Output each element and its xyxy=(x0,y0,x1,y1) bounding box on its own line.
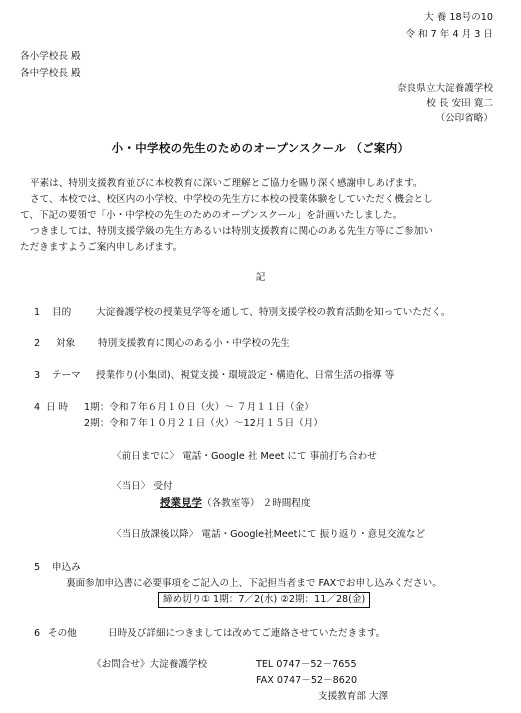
document-title: 小・中学校の先生のためのオープンスクール （ご案内） xyxy=(111,141,410,155)
purpose-text: 大淀養護学校の授業見学等を通して、特別支援学校の教育活動を知っていただく。 xyxy=(96,307,451,318)
apply-text: 裏面参加申込書に必要事項をご記入の上、下記担当者まで FAXでお申し込みください。 xyxy=(66,578,442,589)
recipient-elementary: 各小学校長 殿 xyxy=(20,51,81,62)
document-date: 令 和 7 年 4 月 3 日 xyxy=(405,29,493,40)
contact-fax: FAX 0747－52－8620 xyxy=(256,675,358,686)
deadline-box: 締め切り① 1期：7／2(水) ②2期：11／28(金) xyxy=(158,592,370,608)
apply-number: 5 xyxy=(34,562,41,573)
period-1: 1期：令和７年６月１０日（火）～ ７月１１日（金） xyxy=(84,402,314,413)
target-label: 対象 xyxy=(56,338,76,349)
target-text: 特別支援教育に関心のある小・中学校の先生 xyxy=(98,338,290,349)
contact-person: 支援教育部 大澤 xyxy=(318,691,389,702)
after-school-step: 〈当日放課後以降〉 電話・Google社Meetにて 振り返り・意見交流など xyxy=(112,529,426,540)
contact-tel: TEL 0747－52－7655 xyxy=(256,659,357,670)
body-paragraph-1: 平素は、特別支援教育並びに本校教育に深いご理解とご協力を賜り深く感謝申しあげます。 xyxy=(30,178,423,189)
on-day-label: 〈当日〉 受付 xyxy=(112,481,173,492)
body-paragraph-2a: さて、本校では、校区内の小学校、中学校の先生方に本校の授業体験をしていただく機会とし xyxy=(30,194,433,205)
ki-heading: 記 xyxy=(255,272,266,283)
class-observation-text: 授業見学 xyxy=(160,497,202,509)
body-paragraph-2b: て、下記の要領で「小・中学校の先生のためのオープンスクール」を計画いたしました。 xyxy=(20,210,403,221)
other-number: 6 xyxy=(34,628,41,639)
before-day-step: 〈前日までに〉 電話・Google 社 Meet にて 事前打ち合わせ xyxy=(112,451,377,462)
purpose-number: 1 xyxy=(34,307,41,318)
period-2: 2期：令和７年１０月２１日（火）～12月１５日（月） xyxy=(84,418,323,429)
body-paragraph-3a: つきましては、特別支援学級の先生方あるいは特別支援教育に関心のある先生方等にご参加い xyxy=(30,226,433,237)
theme-label: テーマ xyxy=(52,370,81,381)
theme-text: 授業作り(小集団)、視覚支援・環境設定・構造化、日常生活の指導 等 xyxy=(96,370,395,381)
other-text: 日時及び詳細につきましては改めてご連絡させていただきます。 xyxy=(108,628,386,639)
on-day-step xyxy=(160,497,311,510)
body-paragraph-3b: ただきますようご案内申しあげます。 xyxy=(20,242,183,253)
document-number: 大 養 18号の10 xyxy=(424,12,493,23)
contact-label: 《お問合せ》大淀養護学校 xyxy=(92,659,208,670)
theme-number: 3 xyxy=(34,370,41,381)
apply-label: 申込み xyxy=(52,562,81,573)
seal-omitted-note: （公印省略） xyxy=(435,113,493,124)
datetime-label: 日 時 xyxy=(46,402,69,413)
purpose-label: 目的 xyxy=(52,307,72,318)
other-label: その他 xyxy=(48,628,77,639)
on-day-duration: （各教室等） ２時間程度 xyxy=(202,498,311,509)
sender-principal: 校 長 安田 寛二 xyxy=(426,98,493,109)
target-number: 2 xyxy=(34,338,41,349)
sender-school: 奈良県立大淀養護学校 xyxy=(397,83,493,94)
recipient-junior: 各中学校長 殿 xyxy=(20,68,81,79)
datetime-number: 4 xyxy=(34,402,41,413)
